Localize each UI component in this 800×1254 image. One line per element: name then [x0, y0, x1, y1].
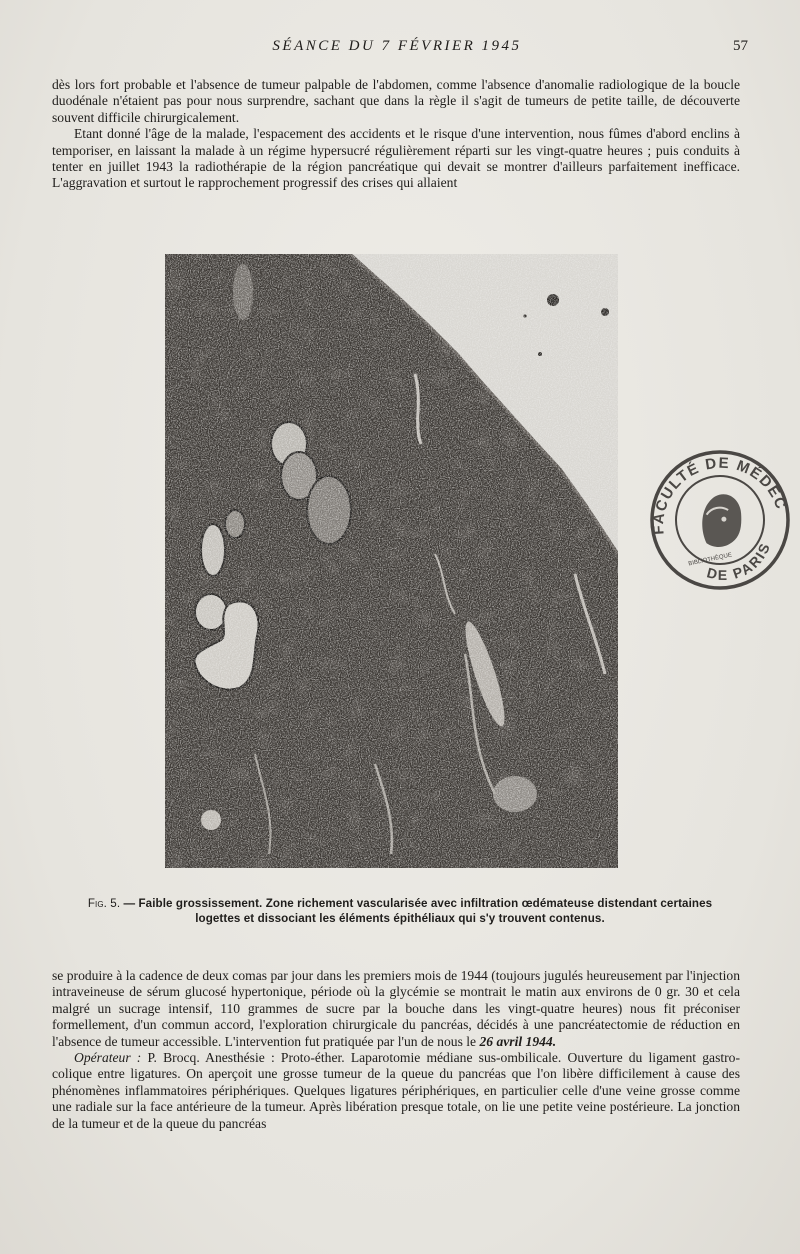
micrograph-image — [165, 254, 618, 868]
operator-label: Opérateur : — [74, 1050, 142, 1066]
top-text-block — [52, 77, 740, 192]
paragraph-age-of-patient: Etant donné l'âge de la malade, l'espacement des accidents et le risque d'une intervention, nous fûmes d'abord enclins à temporiser, en laissant la malade à un régime hypersucré régulièrement réparti sur les vingt-quatre heures ; puis conduits à tenter en juillet 1943 la radiothérapie de la région pancréatique qui devait se montrer d'ailleurs parfaitement inefficace. L'aggravation et surtout le rapprochement progressif des crises qui allaient — [52, 126, 740, 191]
micrograph-figure — [165, 254, 618, 868]
paragraph-continuation: dès lors fort probable et l'absence de tumeur palpable de l'abdomen, comme l'absence d'anomalie radiologique de la boucle duodénale n'étaient pas pour nous surprendre, sachant que dans la règle il s'agit de tumeurs de petite taille, de découverte souvent difficile chirurgicalement. — [52, 77, 740, 125]
page-number: 57 — [733, 38, 748, 54]
page-header — [52, 38, 748, 58]
paragraph-comas-text: se produire à la cadence de deux comas par jour dans les premiers mois de 1944 (toujours jugulés heureusement par l'injection intraveineuse de sérum glucosé hypertonique, période où la glycémie se montrait le matin aux environs de 0 gr. 30 et cela malgré un sucrage intensif, 110 grammes de sucre par la bouche dans les vingt-quatre heures) nous fit préconiser formellement, d'un commun accord, l'exploration chirurgicale du pancréas, décidés à une pancréatectomie de réduction en l'absence de tumeur accessible. L'intervention fut pratiquée par l'un de nous le — [52, 968, 740, 1049]
library-stamp — [640, 440, 800, 600]
paragraph-operation-text: P. Brocq. Anesthésie : Proto-éther. Laparotomie médiane sus-ombilicale. Ouverture du ligament gastro-colique entre ligatures. On aperçoit une grosse tumeur de la queue du pancréas que l'on libère difficilement à cause des phénomènes inflammatoires périphériques. Quelques ligatures périphériques, en particulier celle d'une veine grosse comme une radiale sur la face antérieure de la tumeur. Après libération presque totale, on lie une petite veine postérieure. La jonction de la tumeur et de la queue du pancréas — [52, 1050, 740, 1131]
running-title: SÉANCE DU 7 FÉVRIER 1945 — [272, 38, 522, 54]
stamp-bottom-text: DE PARIS — [705, 539, 774, 583]
operation-date: 26 avril 1944. — [479, 1033, 557, 1049]
paragraph-operation — [52, 1050, 740, 1132]
stamp-top-text: FACULTÉ DE MÉDECINE — [650, 454, 790, 536]
figure-caption — [76, 896, 724, 926]
figure-label: Fig. 5. — [87, 897, 121, 910]
figure-caption-text: — Faible grossissement. Zone richement vascularisée avec infiltration œdémateuse distendant certaines logettes et dissociant les éléments épithéliaux qui s'y trouvent contenus. — [123, 897, 713, 925]
stamp-small-text: BIBLIOTHÈQUE — [687, 552, 733, 568]
paragraph-comas — [52, 968, 740, 1050]
faculty-seal-icon — [640, 440, 800, 600]
bottom-text-block — [52, 968, 740, 1132]
